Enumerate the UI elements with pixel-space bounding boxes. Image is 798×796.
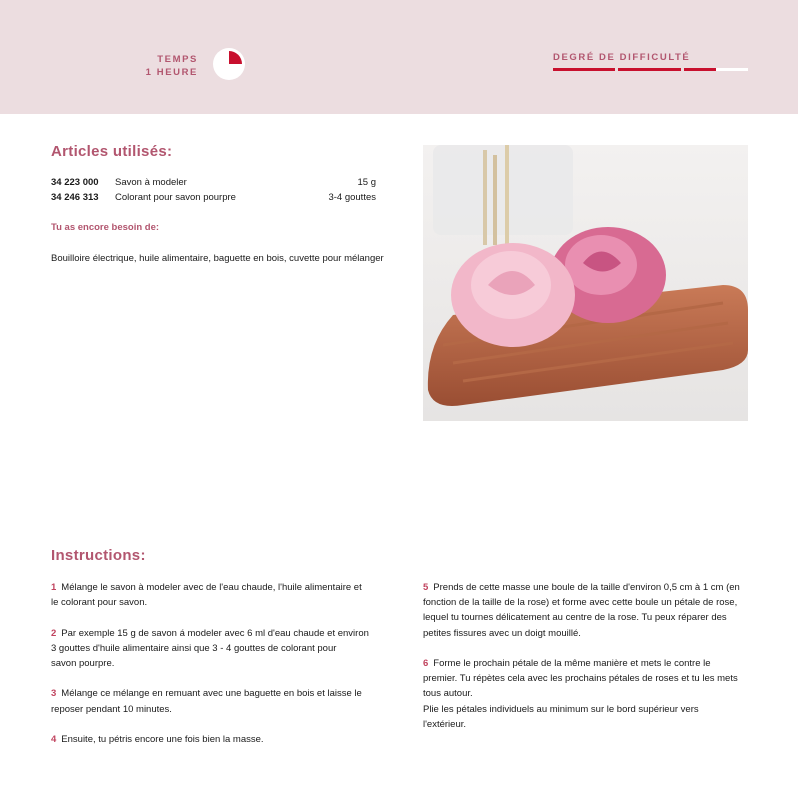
instructions-column-right — [423, 580, 753, 747]
difficulty-label: DEGRÉ DE DIFFICULTÉ — [553, 52, 691, 63]
step-line: petites fissures avec un doigt mouillé. — [423, 627, 581, 639]
step-line: Plie les pétales individuels au minimum sur le bord supérieur vers — [423, 703, 699, 715]
step-line: premier. Tu répètes cela avec les prochains pétales de roses et tu les mets — [423, 673, 738, 685]
step-line: l'extérieur. — [423, 718, 467, 730]
instruction-step — [51, 626, 381, 672]
article-number: 34 223 000 — [51, 177, 99, 188]
time-label: TEMPS — [157, 54, 198, 65]
step-number: 6 — [423, 658, 429, 669]
step-line: Forme le prochain pétale de la même manière et mets le contre le — [433, 658, 711, 669]
step-line: 3 gouttes d'huile alimentaire ainsi que 3 - 4 gouttes de colorant pour — [51, 642, 337, 654]
step-line: Par exemple 15 g de savon á modeler avec 6 ml d'eau chaude et environ — [61, 627, 369, 639]
page-header — [0, 0, 798, 114]
step-line: Ensuite, tu pétris encore une fois bien la masse. — [61, 733, 264, 745]
step-line: Prends de cette masse une boule de la taille d'environ 0,5 cm à 1 cm (en — [433, 582, 740, 593]
step-number: 3 — [51, 688, 57, 700]
step-line: fonction de la taille de la rose) et forme avec cette boule un pétale de rose, — [423, 597, 738, 609]
article-description: Savon à modeler — [115, 177, 187, 188]
step-line: le colorant pour savon. — [51, 597, 148, 609]
step-line: tous autour. — [423, 688, 473, 700]
step-number: 1 — [51, 582, 57, 593]
instruction-step — [51, 686, 381, 716]
article-row — [51, 177, 376, 191]
difficulty-segment-3 — [684, 68, 716, 71]
difficulty-segment-2 — [618, 68, 681, 71]
instruction-step — [51, 580, 381, 610]
instruction-step — [51, 732, 381, 747]
step-number: 2 — [51, 627, 57, 639]
step-line: Mélange ce mélange en remuant avec une baguette en bois et laisse le — [61, 688, 362, 700]
needs-title: Tu as encore besoin de: — [51, 222, 160, 233]
step-number: 4 — [51, 733, 57, 745]
step-number: 5 — [423, 582, 429, 593]
article-quantity: 3-4 gouttes — [328, 192, 376, 203]
instruction-step — [423, 656, 753, 732]
step-line: lequel tu tournes délicatement au centre de la rose. Tu peux réparer des — [423, 612, 727, 624]
time-info — [146, 53, 198, 79]
article-number: 34 246 313 — [51, 192, 99, 203]
instructions-title: Instructions: — [51, 547, 146, 564]
clock-icon — [213, 48, 245, 80]
article-quantity: 15 g — [357, 177, 376, 188]
article-row — [51, 192, 376, 206]
time-value: 1 HEURE — [145, 67, 198, 78]
difficulty-segment-1 — [553, 68, 615, 71]
difficulty-segment-4 — [716, 68, 748, 71]
step-line: savon pourpre. — [51, 658, 115, 669]
step-line: reposer pendant 10 minutes. — [51, 703, 172, 715]
soap-roses-photo — [423, 145, 748, 421]
articles-title: Articles utilisés: — [51, 143, 173, 160]
soap-roses-illustration — [423, 145, 748, 421]
step-line: Mélange le savon à modeler avec de l'eau chaude, l'huile alimentaire et — [61, 582, 362, 593]
needs-text: Bouilloire électrique, huile alimentaire, baguette en bois, cuvette pour mélanger — [51, 253, 384, 264]
article-description: Colorant pour savon pourpre — [115, 192, 236, 203]
instruction-step — [423, 580, 753, 641]
instructions-column-left — [51, 580, 381, 762]
